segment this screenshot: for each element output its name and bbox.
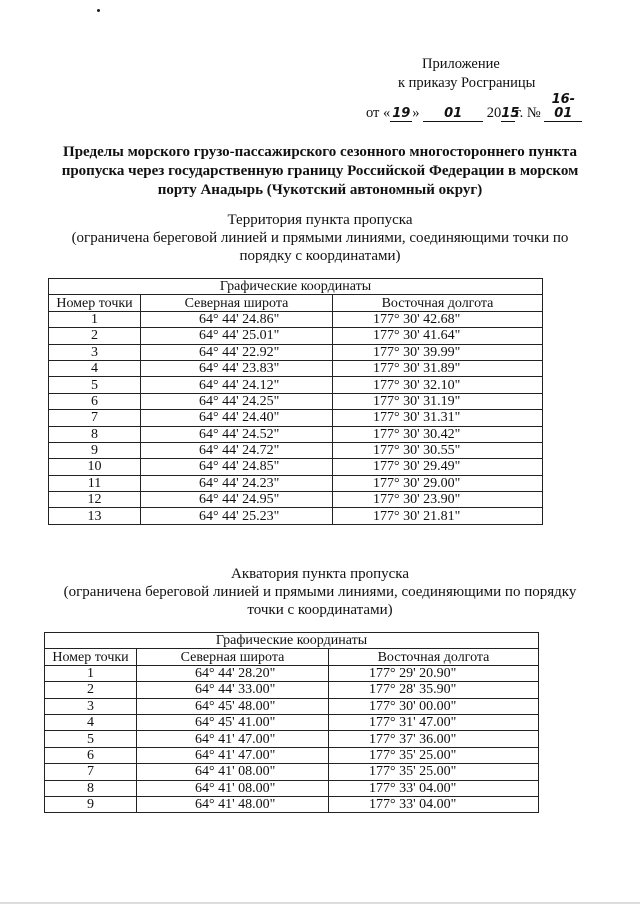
latitude-cell: 64° 44' 25.23": [141, 508, 333, 524]
table-row: [49, 492, 543, 508]
latitude-cell: 64° 41' 47.00": [137, 747, 329, 763]
latitude-cell: 64° 41' 08.00": [137, 764, 329, 780]
latitude-cell: 64° 44' 24.95": [141, 492, 333, 508]
latitude-cell: 64° 44' 24.85": [141, 459, 333, 475]
point-number-cell: 12: [49, 492, 141, 508]
longitude-cell: 177° 30' 31.89": [333, 360, 543, 376]
appendix-block: [360, 55, 600, 123]
longitude-cell: 177° 35' 25.00": [329, 764, 539, 780]
table-row: [49, 410, 543, 426]
table-row: [45, 682, 539, 698]
latitude-cell: 64° 44' 28.20": [137, 665, 329, 681]
latitude-cell: 64° 45' 41.00": [137, 714, 329, 730]
point-number-cell: 13: [49, 508, 141, 524]
point-number-cell: 2: [45, 682, 137, 698]
date-day: 19: [392, 106, 411, 121]
point-number-cell: 1: [45, 665, 137, 681]
latitude-cell: 64° 41' 08.00": [137, 780, 329, 796]
latitude-cell: 64° 44' 33.00": [137, 682, 329, 698]
latitude-cell: 64° 44' 24.52": [141, 426, 333, 442]
longitude-cell: 177° 30' 29.00": [333, 475, 543, 491]
year-label: г. №: [515, 105, 541, 121]
table-row: [45, 731, 539, 747]
longitude-cell: 177° 30' 21.81": [333, 508, 543, 524]
year-prefix: 20: [486, 105, 502, 121]
latitude-cell: 64° 44' 23.83": [141, 360, 333, 376]
column-header-point: Номер точки: [45, 649, 137, 665]
order-number: 16-01: [544, 93, 582, 122]
longitude-cell: 177° 30' 30.55": [333, 442, 543, 458]
table-row: [49, 508, 543, 524]
longitude-cell: 177° 30' 41.64": [333, 328, 543, 344]
point-number-cell: 11: [49, 475, 141, 491]
longitude-cell: 177° 30' 42.68": [333, 311, 543, 327]
point-number-cell: 4: [45, 714, 137, 730]
territory-subheading: (ограничена береговой линией и прямыми линиями, соединяющими точки по порядку с координатами): [71, 230, 569, 264]
table-row: [45, 764, 539, 780]
table-row: [49, 459, 543, 475]
table-row: [49, 426, 543, 442]
page-bottom-edge: [0, 902, 640, 904]
appendix-date-line: [360, 93, 600, 123]
point-number-cell: 2: [49, 328, 141, 344]
point-number-cell: 1: [49, 311, 141, 327]
table-row: [49, 344, 543, 360]
table-row: [49, 328, 543, 344]
point-number-cell: 4: [49, 360, 141, 376]
longitude-cell: 177° 33' 04.00": [329, 796, 539, 812]
date-prefix: от «: [366, 105, 391, 121]
table-row: [49, 442, 543, 458]
table-caption: Графические координаты: [45, 633, 539, 649]
longitude-cell: 177° 28' 35.90": [329, 682, 539, 698]
latitude-cell: 64° 44' 24.40": [141, 410, 333, 426]
date-month: 01: [423, 107, 483, 122]
latitude-cell: 64° 44' 22.92": [141, 344, 333, 360]
table-row: [49, 475, 543, 491]
table-row: [45, 714, 539, 730]
column-header-latitude: Северная широта: [141, 295, 333, 311]
latitude-cell: 64° 44' 24.12": [141, 377, 333, 393]
territory-coordinates-table: [48, 278, 543, 525]
latitude-cell: 64° 44' 24.25": [141, 393, 333, 409]
column-header-latitude: Северная широта: [137, 649, 329, 665]
table-row: [45, 780, 539, 796]
longitude-cell: 177° 37' 36.00": [329, 731, 539, 747]
point-number-cell: 8: [49, 426, 141, 442]
latitude-cell: 64° 41' 47.00": [137, 731, 329, 747]
document-title: Пределы морского грузо-пассажирского сезонного многостороннего пункта пропуска через государственную границу Российской Федерации в морском порту Анадырь (Чукотский автономный округ): [61, 144, 579, 198]
table-row: [45, 665, 539, 681]
table-row: [49, 377, 543, 393]
latitude-cell: 64° 44' 24.72": [141, 442, 333, 458]
latitude-cell: 64° 44' 25.01": [141, 328, 333, 344]
point-number-cell: 6: [45, 747, 137, 763]
longitude-cell: 177° 31' 47.00": [329, 714, 539, 730]
point-number-cell: 10: [49, 459, 141, 475]
longitude-cell: 177° 30' 39.99": [333, 344, 543, 360]
table-row: [45, 698, 539, 714]
latitude-cell: 64° 44' 24.86": [141, 311, 333, 327]
water-heading: Акватория пункта пропуска: [230, 566, 410, 582]
longitude-cell: 177° 30' 31.31": [333, 410, 543, 426]
longitude-cell: 177° 30' 29.49": [333, 459, 543, 475]
appendix-order-ref: к приказу Росграницы: [398, 75, 536, 91]
point-number-cell: 5: [49, 377, 141, 393]
point-number-cell: 9: [49, 442, 141, 458]
column-header-longitude: Восточная долгота: [333, 295, 543, 311]
latitude-cell: 64° 41' 48.00": [137, 796, 329, 812]
longitude-cell: 177° 30' 32.10": [333, 377, 543, 393]
longitude-cell: 177° 30' 23.90": [333, 492, 543, 508]
longitude-cell: 177° 30' 00.00": [329, 698, 539, 714]
point-number-cell: 9: [45, 796, 137, 812]
water-coordinates-table: [44, 632, 539, 813]
longitude-cell: 177° 30' 31.19": [333, 393, 543, 409]
point-number-cell: 7: [45, 764, 137, 780]
date-year: 15: [501, 106, 520, 121]
scan-speck: [97, 9, 100, 12]
point-number-cell: 6: [49, 393, 141, 409]
point-number-cell: 3: [49, 344, 141, 360]
table-caption: Графические координаты: [49, 279, 543, 295]
latitude-cell: 64° 44' 24.23": [141, 475, 333, 491]
column-header-longitude: Восточная долгота: [329, 649, 539, 665]
date-sep: »: [412, 105, 420, 121]
appendix-label: Приложение: [422, 56, 500, 72]
longitude-cell: 177° 29' 20.90": [329, 665, 539, 681]
longitude-cell: 177° 35' 25.00": [329, 747, 539, 763]
table-row: [49, 311, 543, 327]
latitude-cell: 64° 45' 48.00": [137, 698, 329, 714]
point-number-cell: 7: [49, 410, 141, 426]
table-row: [49, 393, 543, 409]
longitude-cell: 177° 30' 30.42": [333, 426, 543, 442]
column-header-point: Номер точки: [49, 295, 141, 311]
table-row: [49, 360, 543, 376]
territory-heading: Территория пункта пропуска: [227, 212, 413, 228]
table-row: [45, 747, 539, 763]
point-number-cell: 5: [45, 731, 137, 747]
longitude-cell: 177° 33' 04.00": [329, 780, 539, 796]
point-number-cell: 3: [45, 698, 137, 714]
table-row: [45, 796, 539, 812]
water-subheading: (ограничена береговой линией и прямыми линиями, соединяющими по порядку точки с координатами): [63, 584, 577, 618]
point-number-cell: 8: [45, 780, 137, 796]
